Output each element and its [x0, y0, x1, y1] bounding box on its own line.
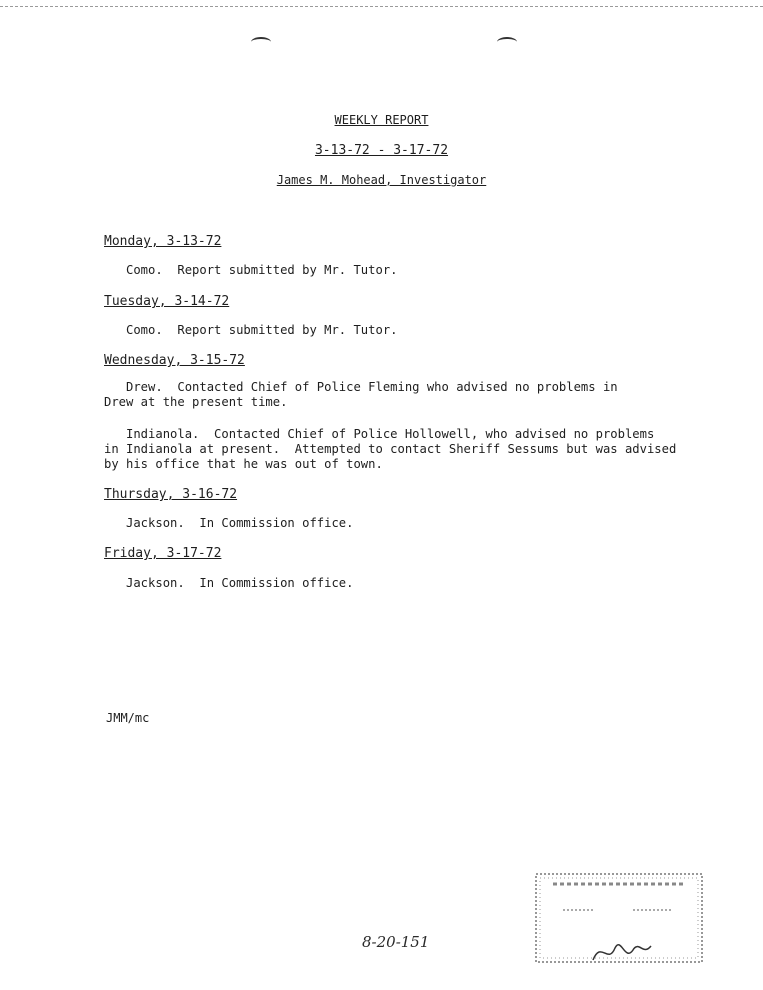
entry-paragraph: Jackson. In Commission office. [104, 576, 354, 590]
handwritten-file-number: 8-20-151 [362, 933, 430, 951]
entry-paragraph: Indianola. Contacted Chief of Police Hollowell, who advised no problems in Indianola at present. Attempted to contact Sheriff Sessums but was advised by his office that he was out of town. [104, 427, 677, 471]
archive-stamp [533, 870, 705, 968]
entry-paragraph: Como. Report submitted by Mr. Tutor. [104, 323, 398, 337]
day-heading-tuesday: Tuesday, 3-14-72 [104, 294, 230, 309]
day-heading-friday: Friday, 3-17-72 [104, 546, 222, 561]
punch-mark-left [251, 37, 271, 47]
report-title: WEEKLY REPORT [334, 113, 429, 127]
entry-paragraph: Como. Report submitted by Mr. Tutor. [104, 263, 398, 277]
day-heading-wednesday: Wednesday, 3-15-72 [104, 353, 245, 368]
typist-initials: JMM/mc [106, 711, 150, 725]
entry-paragraph: Jackson. In Commission office. [104, 516, 354, 530]
report-author: James M. Mohead, Investigator [276, 173, 487, 187]
report-date-range: 3-13-72 - 3-17-72 [314, 143, 449, 158]
page-top-edge [0, 0, 763, 7]
entry-paragraph: Drew. Contacted Chief of Police Fleming who advised no problems in Drew at the present time. [104, 380, 618, 409]
day-heading-thursday: Thursday, 3-16-72 [104, 487, 238, 502]
punch-mark-right [497, 37, 517, 47]
day-heading-monday: Monday, 3-13-72 [104, 234, 222, 249]
